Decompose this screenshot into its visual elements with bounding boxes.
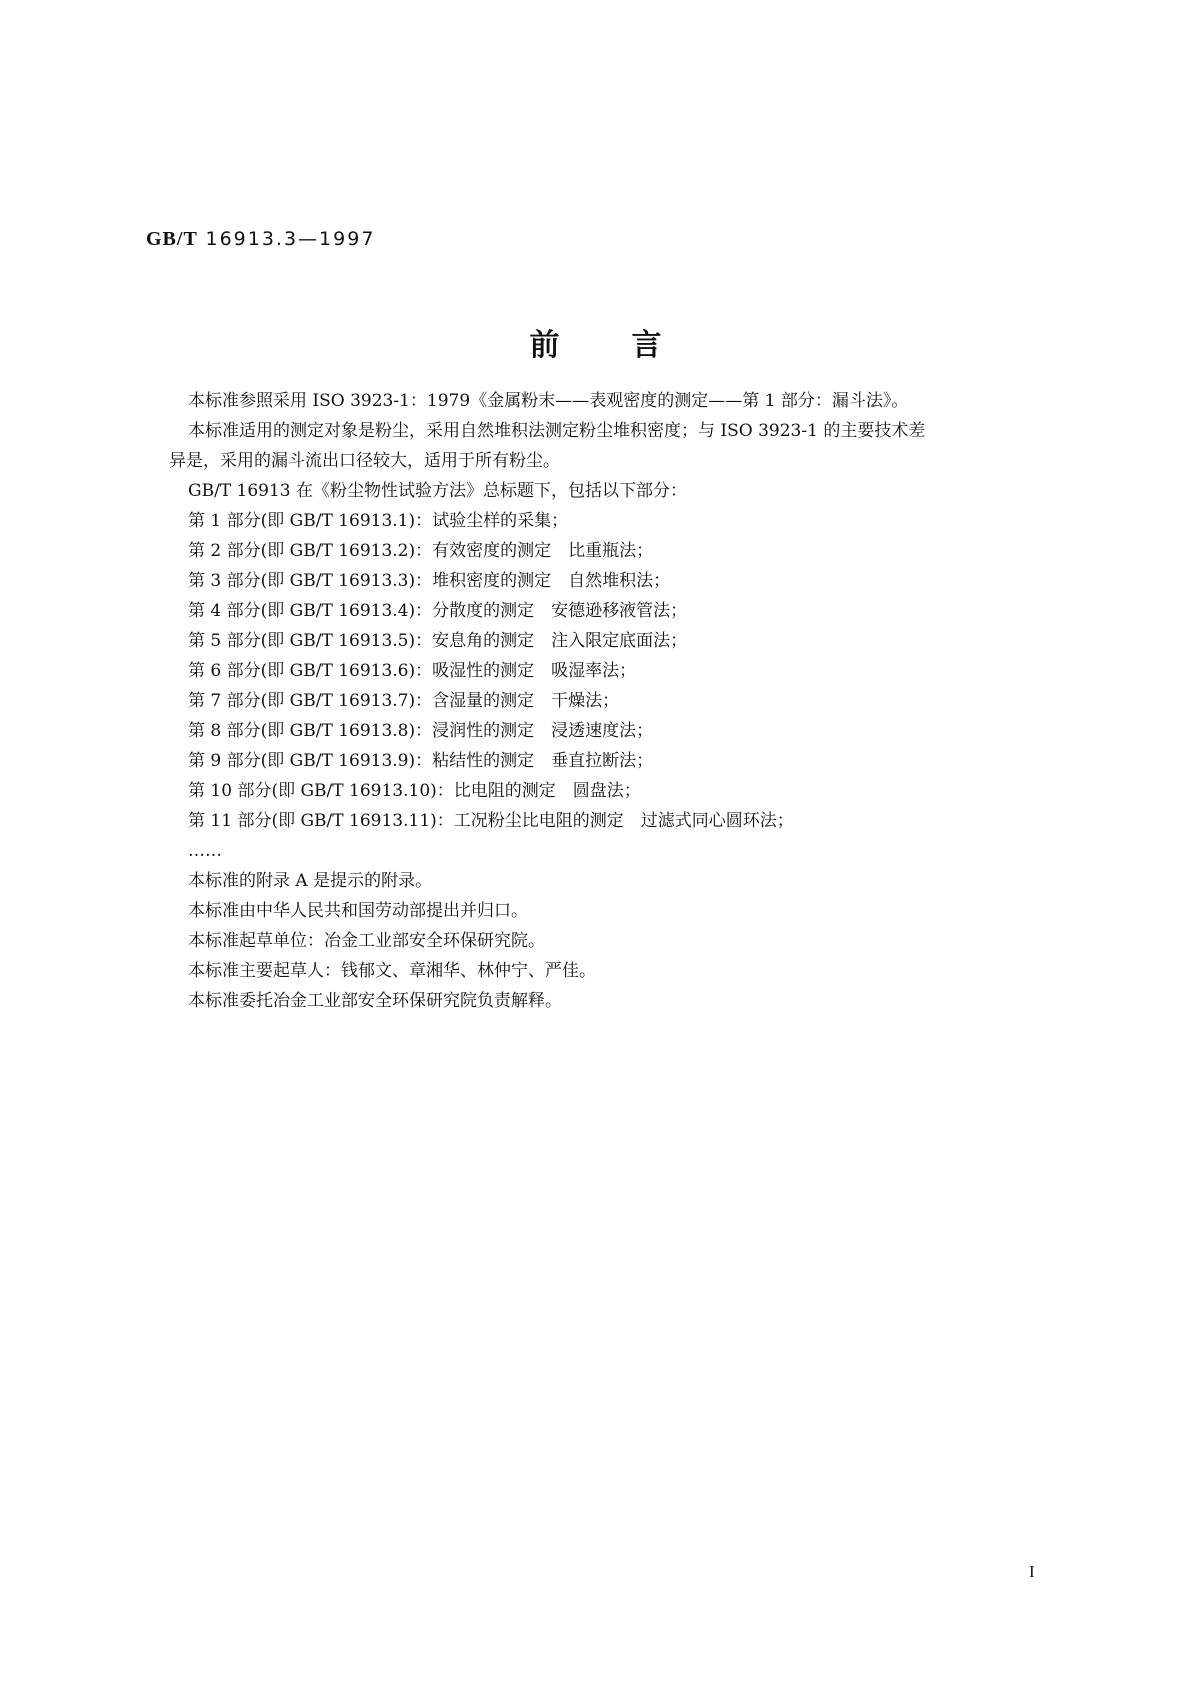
- standard-number: 16913.3—1997: [205, 228, 376, 250]
- paragraph-scope-line2: 异是，采用的漏斗流出口径较大，适用于所有粉尘。: [169, 451, 560, 471]
- note-appendix: 本标准的附录 A 是提示的附录。: [188, 871, 433, 891]
- list-item-part-11: 第 11 部分(即 GB/T 16913.11)：工况粉尘比电阻的测定 过滤式同心圆环法；: [188, 811, 794, 831]
- list-item-part-9: 第 9 部分(即 GB/T 16913.9)：粘结性的测定 垂直拉断法；: [188, 751, 654, 771]
- list-item-part-8: 第 8 部分(即 GB/T 16913.8)：浸润性的测定 浸透速度法；: [188, 721, 654, 741]
- paragraph-series: GB/T 16913 在《粉尘物性试验方法》总标题下，包括以下部分：: [188, 481, 688, 501]
- list-item-part-7: 第 7 部分(即 GB/T 16913.7)：含湿量的测定 干燥法；: [188, 691, 620, 711]
- list-item-part-6: 第 6 部分(即 GB/T 16913.6)：吸湿性的测定 吸湿率法；: [188, 661, 637, 681]
- list-item-part-2: 第 2 部分(即 GB/T 16913.2)：有效密度的测定 比重瓶法；: [188, 541, 654, 561]
- list-item-part-1: 第 1 部分(即 GB/T 16913.1)：试验尘样的采集；: [188, 511, 569, 531]
- foreword-body: [169, 386, 1068, 1016]
- note-proposer: 本标准由中华人民共和国劳动部提出并归口。: [188, 901, 528, 921]
- paragraph-reference: 本标准参照采用 ISO 3923-1：1979《金属粉末——表观密度的测定——第 1 部分：漏斗法》。: [188, 391, 909, 411]
- note-drafters: 本标准主要起草人：钱郁文、章湘华、林仲宁、严佳。: [188, 961, 596, 981]
- list-item-part-5: 第 5 部分(即 GB/T 16913.5)：安息角的测定 注入限定底面法；: [188, 631, 688, 651]
- standard-prefix: GB/T: [146, 228, 198, 250]
- list-item-part-4: 第 4 部分(即 GB/T 16913.4)：分散度的测定 安德逊移液管法；: [188, 601, 688, 621]
- page-title: 前言: [529, 328, 734, 363]
- list-item-part-3: 第 3 部分(即 GB/T 16913.3)：堆积密度的测定 自然堆积法；: [188, 571, 671, 591]
- paragraph-scope-line1: 本标准适用的测定对象是粉尘，采用自然堆积法测定粉尘堆积密度；与 ISO 3923-1 的主要技术差: [188, 421, 926, 441]
- note-interpretation: 本标准委托冶金工业部安全环保研究院负责解释。: [188, 991, 562, 1011]
- list-ellipsis: ……: [188, 841, 222, 861]
- page-number: I: [1029, 1562, 1035, 1581]
- list-item-part-10: 第 10 部分(即 GB/T 16913.10)：比电阻的测定 圆盘法；: [188, 781, 641, 801]
- standard-code: [146, 226, 375, 251]
- note-drafting-unit: 本标准起草单位：冶金工业部安全环保研究院。: [188, 931, 545, 951]
